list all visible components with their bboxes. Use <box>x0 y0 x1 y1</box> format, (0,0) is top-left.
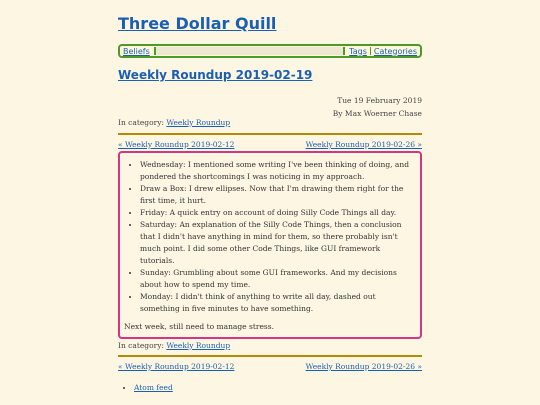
site-title <box>118 14 422 33</box>
post-category-top <box>118 118 422 127</box>
nav-tags[interactable]: Tags <box>349 46 367 56</box>
post-nav-top <box>118 140 422 149</box>
roundup-list <box>124 159 416 315</box>
closing-text: Next week, still need to manage stress. <box>124 321 274 331</box>
post-category-bottom <box>118 341 422 350</box>
divider <box>118 355 422 357</box>
post-content <box>118 151 422 339</box>
list-item: • Wednesday: I mentioned some writing I've been thinking of doing, and pondered the shortcomings I was noticing in my approach. <box>140 159 416 183</box>
post-title <box>118 68 422 82</box>
category-label: In category: <box>118 341 164 350</box>
category-label: In category: <box>118 118 164 127</box>
nav-beliefs[interactable]: Beliefs <box>123 46 150 56</box>
top-nav <box>118 44 422 58</box>
atom-feed-link[interactable]: Atom feed <box>134 383 173 392</box>
divider <box>118 133 422 135</box>
next-post-link[interactable]: Weekly Roundup 2019-02-26 » <box>305 140 422 149</box>
category-link[interactable]: Weekly Roundup <box>166 341 231 350</box>
nav-spacer <box>154 47 345 55</box>
post-meta <box>118 94 422 120</box>
site-title-link[interactable]: Three Dollar Quill <box>118 14 277 33</box>
post-author: By Max Woerner Chase <box>332 109 422 118</box>
category-link[interactable]: Weekly Roundup <box>166 118 231 127</box>
list-item: • Draw a Box: I drew ellipses. Now that I'm drawing them right for the first time, it hurt. <box>140 183 416 207</box>
list-item: • Sunday: Grumbling about some GUI frameworks. And my decisions about how to spend my time. <box>140 267 416 291</box>
prev-post-link[interactable]: « Weekly Roundup 2019-02-12 <box>118 140 235 149</box>
post-title-link[interactable]: Weekly Roundup 2019-02-19 <box>118 68 313 82</box>
post-nav-bottom <box>118 362 422 371</box>
list-item: • Friday: A quick entry on account of doing Silly Code Things all day. <box>140 207 416 219</box>
footer-links <box>118 379 422 397</box>
nav-categories[interactable]: Categories <box>373 46 417 56</box>
prev-post-link[interactable]: « Weekly Roundup 2019-02-12 <box>118 362 235 371</box>
list-item: • Monday: I didn't think of anything to write all day, dashed out something in five minutes to have something. <box>140 291 416 315</box>
list-item <box>134 379 422 397</box>
post-date: Tue 19 February 2019 <box>337 96 422 105</box>
next-post-link[interactable]: Weekly Roundup 2019-02-26 » <box>305 362 422 371</box>
list-item: • Saturday: An explanation of the Silly Code Things, then a conclusion that I didn't have anything in mind for them, so there probably isn't much point. I did some other Code Things, like GUI framework tutorials. <box>140 219 416 266</box>
